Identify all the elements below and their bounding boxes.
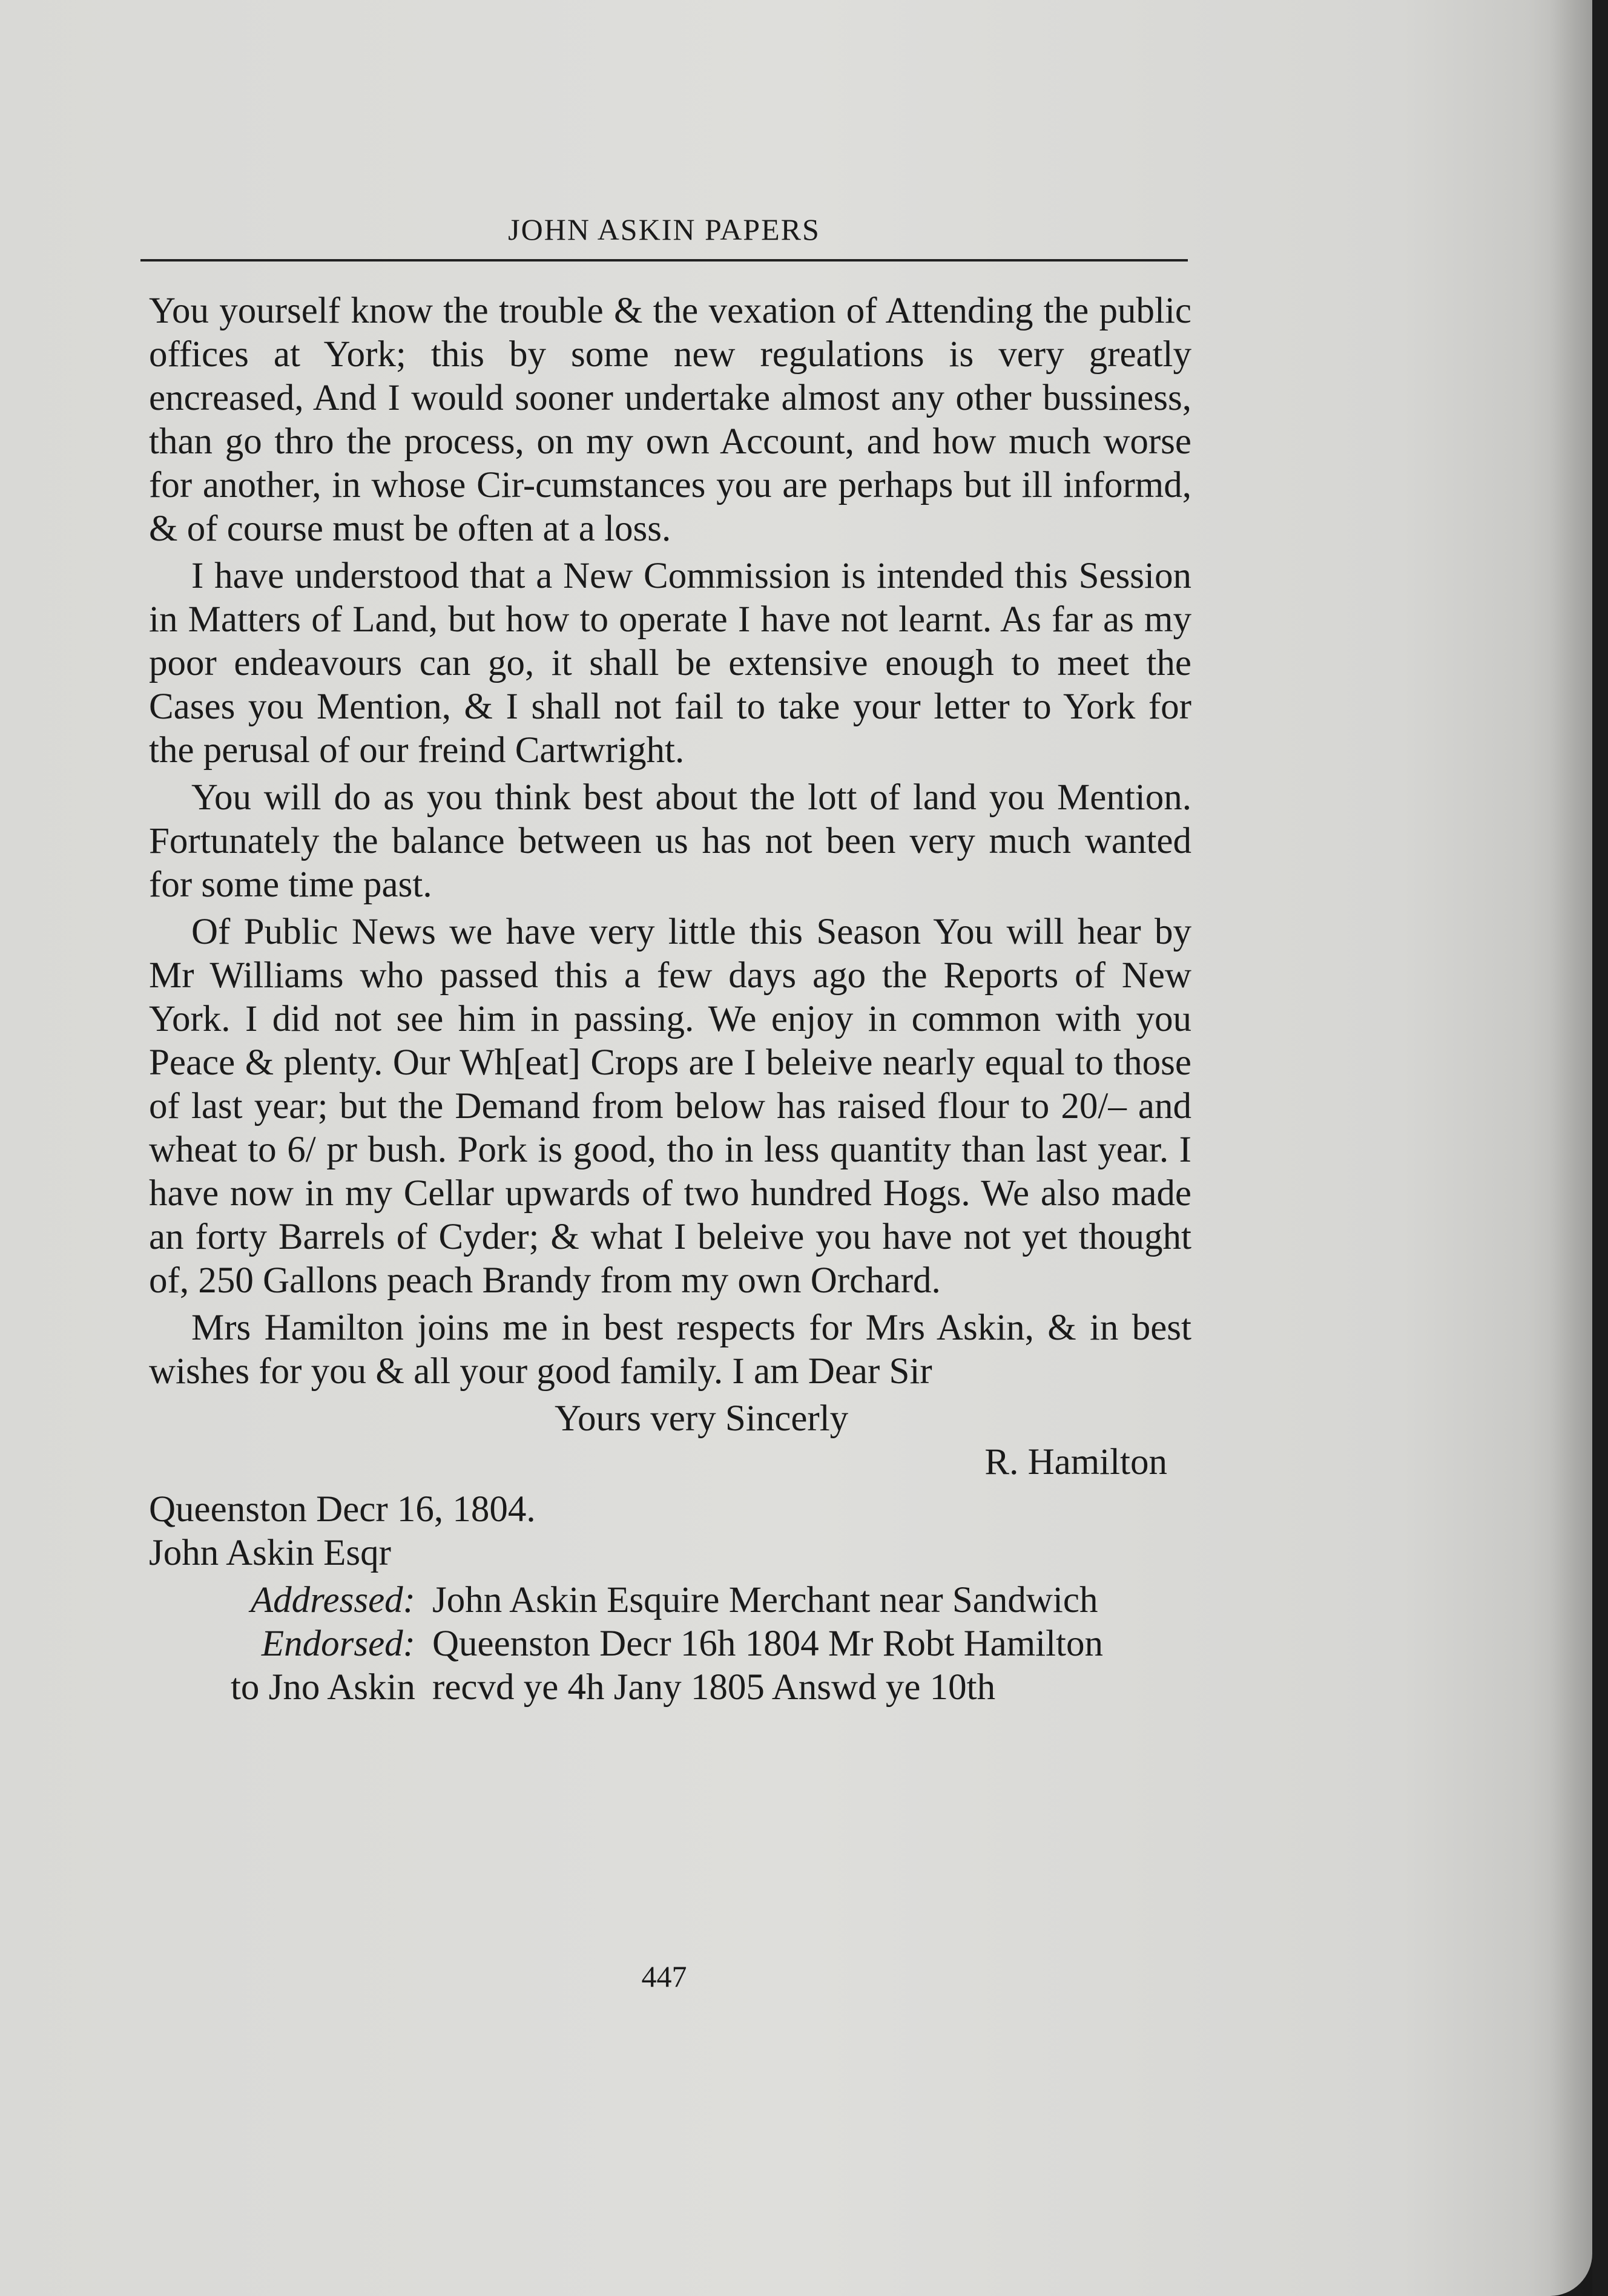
addressed-row — [149, 1579, 1191, 1622]
paragraph-2: I have understood that a New Commission is intended this Session in Matters of Land, but how to operate I have not learnt. As far as my poor endeavours can go, it shall be extensive enough to meet the Cases you Mention, & I shall not fail to take your letter to York for the perusal of our freind Cartwright. — [149, 556, 1191, 771]
page-number: 447 — [641, 1959, 687, 1993]
paragraph-1: You yourself know the trouble & the vexation of Attending the public offices at York; this by some new regulations is very greatly encreased, And I would sooner undertake almost any other bussiness, than go thro the process, on my own Account, and how much worse for another, in whose Cir-cumstances you are perhaps but ill informd, & of course must be often at a loss. — [149, 291, 1191, 549]
signature: R. Hamilton — [984, 1442, 1167, 1482]
endorsed-row-2 — [149, 1666, 1191, 1709]
paragraph-3: You will do as you think best about the lott of land you Mention. Fortunately the balance between us has not been very much wanted for some time past. — [149, 777, 1191, 905]
paragraph-5: Mrs Hamilton joins me in best respects for Mrs Askin, & in best wishes for you & all your good family. I am Dear Sir — [149, 1308, 1191, 1392]
addressed-text: John Askin Esquire Merchant near Sandwich — [432, 1580, 1098, 1620]
running-head: JOHN ASKIN PAPERS — [508, 212, 820, 246]
endorsed-label-2: to Jno Askin — [230, 1667, 415, 1708]
addressed-label: Addressed: — [250, 1580, 415, 1620]
paragraph-4: Of Public News we have very little this Season You will hear by Mr Williams who passed this a few days ago the Reports of New York. I did not see him in passing. We enjoy in common with you Peace & plenty. Our Wh[eat] Crops are I beleive nearly equal to those of last year; but the Demand from below has raised flour to 20/– and wheat to 6/ pr bush. Pork is good, tho in less quantity than last year. I have now in my Cellar upwards of two hundred Hogs. We also made an forty Barrels of Cyder; & what I beleive you have not yet thought of, 250 Gallons peach Brandy from my own Orchard. — [149, 912, 1191, 1301]
endorsed-text-1: Queenston Decr 16h 1804 Mr Robt Hamilton — [432, 1623, 1104, 1664]
endorsement-notes — [149, 1579, 1191, 1709]
place-date-block — [149, 1488, 1191, 1575]
endorsed-text-2: recvd ye 4h Jany 1805 Answd ye 10th — [432, 1667, 996, 1708]
place-date: Queenston Decr 16, 1804. — [149, 1489, 536, 1530]
endorsed-label: Endorsed: — [261, 1623, 415, 1664]
header-rule — [140, 259, 1188, 262]
closing-phrase: Yours very Sincerly — [555, 1398, 849, 1439]
closing-block — [149, 1397, 1191, 1484]
recipient: John Askin Esqr — [149, 1533, 391, 1573]
letter-body — [149, 289, 1191, 1709]
endorsed-row — [149, 1622, 1191, 1666]
page-edge-shadow — [1550, 0, 1592, 2296]
